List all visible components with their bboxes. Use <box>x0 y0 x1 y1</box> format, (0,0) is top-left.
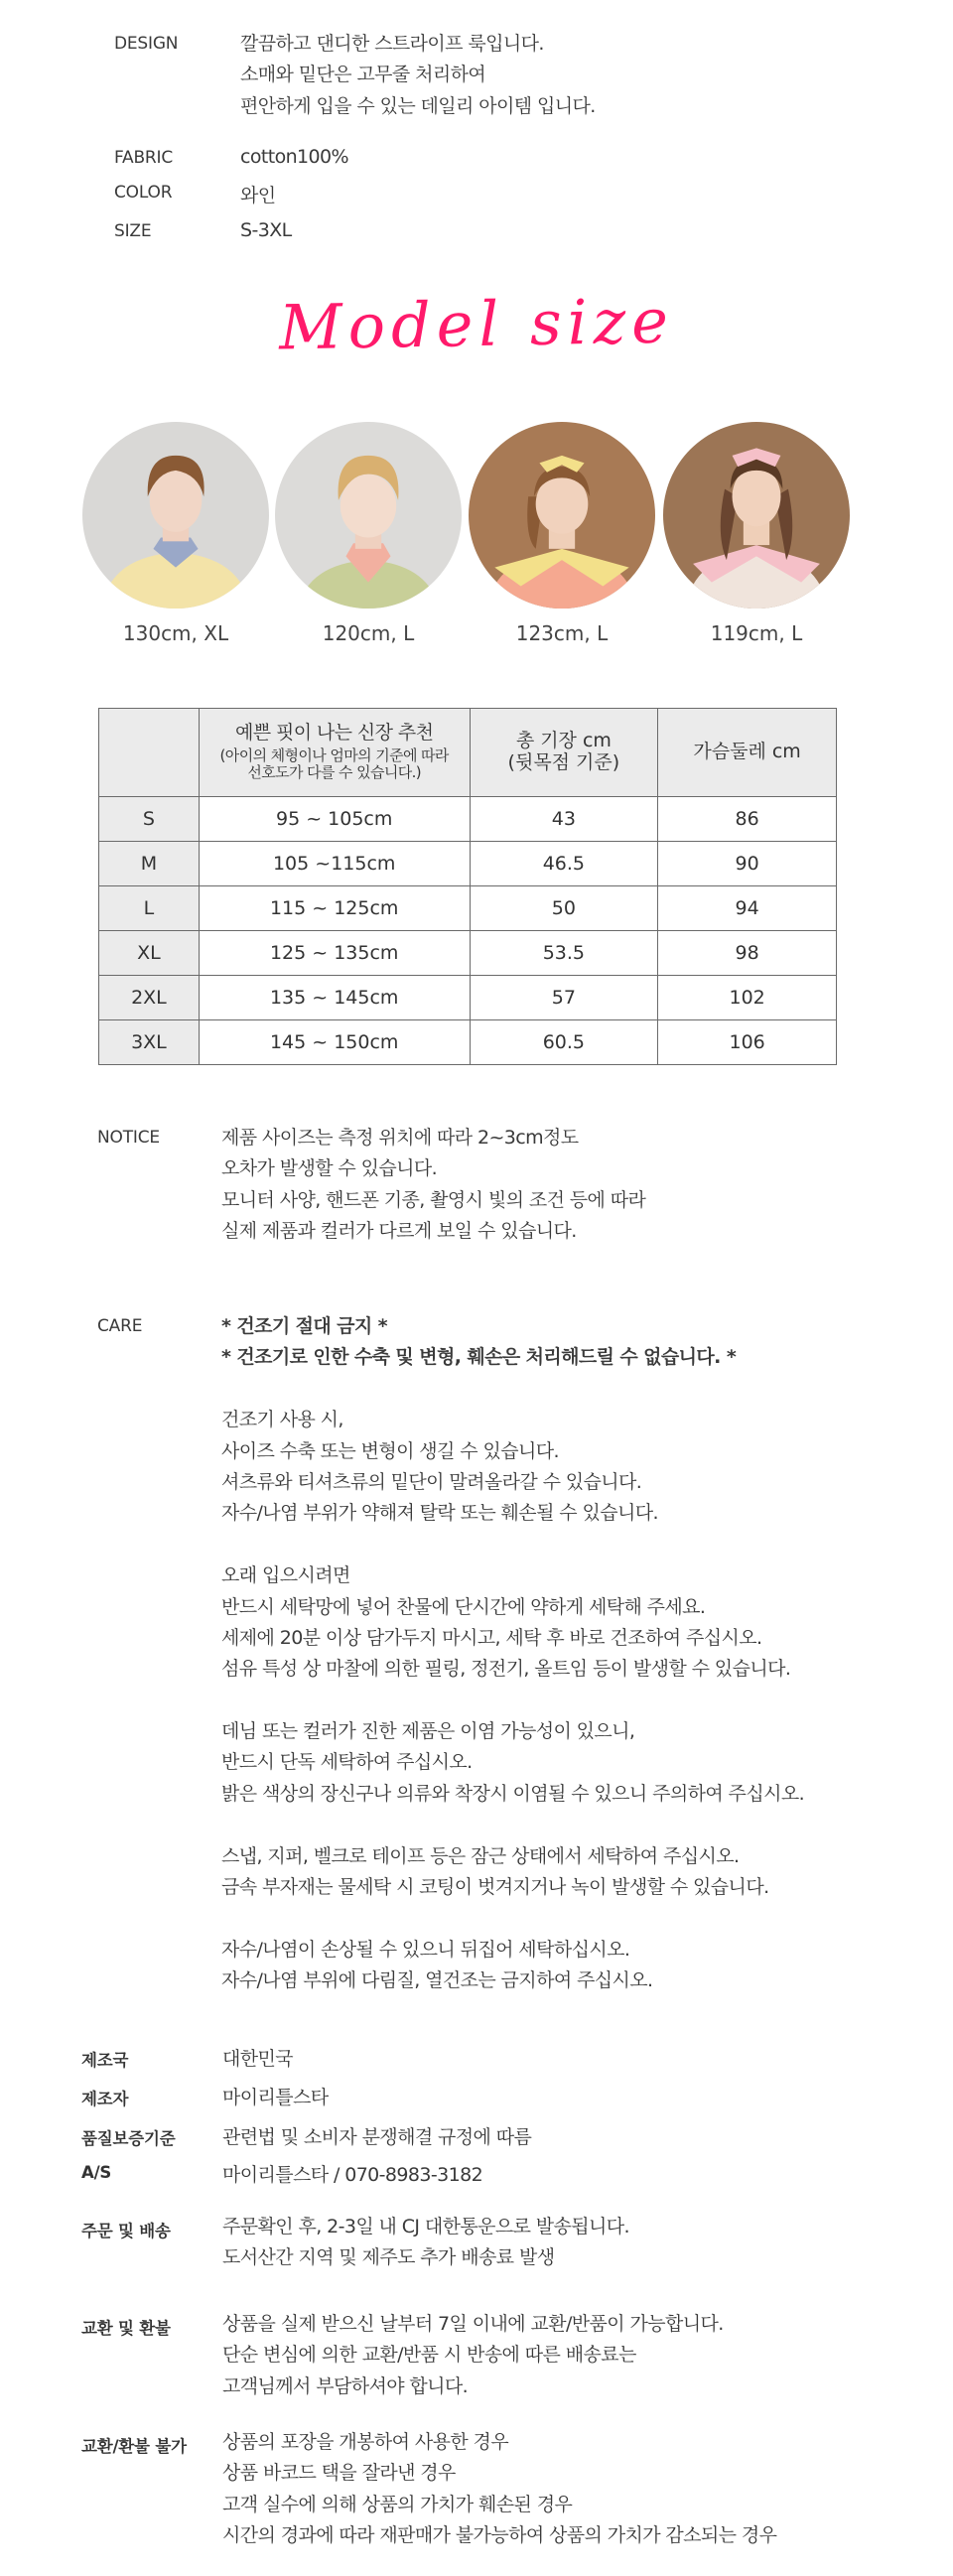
model-caption-2: 120cm, L <box>322 621 415 645</box>
care-warning: * 건조기로 인한 수축 및 변형, 훼손은 처리해드릴 수 없습니다. * <box>221 1346 737 1369</box>
fabric-value: cotton100% <box>240 146 348 168</box>
design-line: 편안하게 입을 수 있는 데일리 아이템 입니다. <box>240 94 596 117</box>
design-line: 깔끔하고 댄디한 스트라이프 룩입니다. <box>240 33 544 55</box>
exchange-value: 상품을 실제 받으신 날부터 7일 이내에 교환/반품이 가능합니다. 단순 변심에 의한 교환/반품 시 반송에 따른 배송료는 고객님께서 부담하셔야 합니다. <box>222 2313 724 2397</box>
exchange-label: 교환 및 환불 <box>81 2319 171 2338</box>
model-size-heading: Model size <box>278 284 675 364</box>
design-line: 소매와 밑단은 고무줄 처리하여 <box>240 64 486 86</box>
table-header-row <box>99 709 837 797</box>
table-row: M 105 ~115cm 46.5 90 <box>99 842 837 886</box>
quality-value: 관련법 및 소비자 분쟁해결 규정에 따름 <box>222 2126 532 2148</box>
model-photo-1 <box>82 422 269 609</box>
maker-value: 마이리틀스타 <box>222 2087 329 2108</box>
care-text: * 건조기 절대 금지 * * 건조기로 인한 수축 및 변형, 훼손은 처리해드릴 수 없습니다. * 건조기 사용 시, 사이즈 수축 또는 변형이 생길 수 있습니다. 셔츠류와 티셔츠류의 밑단이 말려올라갈 수 있습니다. 자수/나염 부위가 약해져 탈락 또는 훼손될 수 있습니다. 오래 입으시려면 반드시 세탁망에 넣어 찬물에 단시간에 약하게 세탁해 주세요. 세제에 20분 이상 담가두지 마시고, 세탁 후 바로 건조하여 주십시오. 섬유 특성 상 마찰에 의한 필링, 정전기, 올트임 등이 발생할 수 있습니다. 데님 또는 컬러가 진한 제품은 이염 가능성이 있으니, 반드시 단독 세탁하여 주십시오. 밝은 색상의 장신구나 의류와 착장시 이염될 수 있으니 주의하여 주십시오. 스냅, 지퍼, 벨크로 테이프 등은 잠근 상태에서 세탁하여 주십시오. 금속 부자재는 물세탁 시 코팅이 벗겨지거나 녹이 발생할 수 있습니다. 자수/나염이 손상될 수 있으니 뒤집어 세탁하십시오. 자수/나염 부위에 다림질, 열건조는 금지하여 주십시오. <box>221 1311 804 1997</box>
shipping-value: 주문확인 후, 2-3일 내 CJ 대한통운으로 발송됩니다. 도서산간 지역 및 제주도 추가 배송료 발생 <box>222 2216 629 2269</box>
color-label: COLOR <box>114 183 173 203</box>
origin-label: 제조국 <box>81 2051 129 2070</box>
design-description <box>240 29 596 122</box>
child-portrait-icon <box>82 422 269 609</box>
model-caption-4: 119cm, L <box>710 621 803 645</box>
no-exchange-label: 교환/환불 불가 <box>81 2437 187 2456</box>
header-size <box>99 709 200 797</box>
model-caption-3: 123cm, L <box>515 621 609 645</box>
header-total-length: 총 기장 cm (뒷목점 기준) <box>470 709 658 797</box>
child-portrait-icon <box>469 422 655 609</box>
notice-text: 제품 사이즈는 측정 위치에 따라 2~3cm정도 오차가 발생할 수 있습니다. 모니터 사양, 핸드폰 기종, 촬영시 빛의 조건 등에 따라 실제 제품과 컬러가 다르게 보일 수 있습니다. <box>221 1127 646 1243</box>
shipping-label: 주문 및 배송 <box>81 2222 171 2240</box>
table-row: 3XL 145 ~ 150cm 60.5 106 <box>99 1020 837 1065</box>
model-photo-4 <box>663 422 850 609</box>
origin-value: 대한민국 <box>222 2048 294 2070</box>
table-row: L 115 ~ 125cm 50 94 <box>99 886 837 931</box>
maker-label: 제조자 <box>81 2090 129 2108</box>
care-label: CARE <box>97 1316 143 1336</box>
notice-label: NOTICE <box>97 1128 160 1148</box>
header-chest: 가슴둘레 cm <box>658 709 837 797</box>
care-warning: * 건조기 절대 금지 * <box>221 1315 388 1337</box>
color-value: 와인 <box>240 185 276 206</box>
model-photo-3 <box>469 422 655 609</box>
model-caption-1: 130cm, XL <box>122 621 229 645</box>
size-chart-table <box>98 708 837 1065</box>
size-label: SIZE <box>114 221 152 241</box>
no-exchange-value: 상품의 포장을 개봉하여 사용한 경우 상품 바코드 택을 잘라낸 경우 고객 실수에 의해 상품의 가치가 훼손된 경우 시간의 경과에 따라 재판매가 불가능하여 상품의 가치가 감소되는 경우 <box>222 2431 777 2547</box>
design-label: DESIGN <box>114 34 179 54</box>
table-row: S 95 ~ 105cm 43 86 <box>99 797 837 842</box>
child-portrait-icon <box>663 422 850 609</box>
as-label: A/S <box>81 2163 112 2182</box>
child-portrait-icon <box>275 422 462 609</box>
fabric-label: FABRIC <box>114 148 174 168</box>
header-recommended-height: 예쁜 핏이 나는 신장 추천 (아이의 체형이나 엄마의 기준에 따라 선호도가 다를 수 있습니다.) <box>199 709 470 797</box>
model-photo-2 <box>275 422 462 609</box>
table-row: XL 125 ~ 135cm 53.5 98 <box>99 931 837 976</box>
quality-label: 품질보증기준 <box>81 2129 176 2148</box>
as-value: 마이리틀스타 / 070-8983-3182 <box>222 2164 483 2186</box>
size-value: S-3XL <box>240 219 292 241</box>
table-row: 2XL 135 ~ 145cm 57 102 <box>99 976 837 1020</box>
